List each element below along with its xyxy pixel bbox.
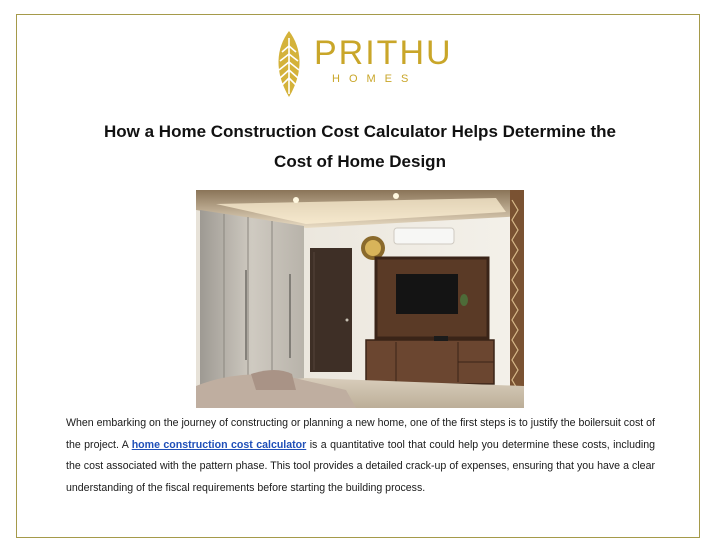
prithu-homes-logo: [270, 30, 470, 102]
title-line-2: Cost of Home Design: [274, 152, 446, 171]
cost-calculator-link[interactable]: home construction cost calculator: [131, 438, 307, 451]
paragraph-text-before-link: When embarking on the journey of constructing or planning a new home, one of the first steps is to justify the boilersuit cost of the project. A: [66, 417, 655, 451]
interior-photo: [196, 190, 524, 408]
intro-paragraph: [66, 413, 655, 499]
title-line-1: How a Home Construction Cost Calculator Helps Determine the: [104, 122, 616, 141]
leaf-logo-icon: [272, 30, 306, 98]
page-title: [60, 117, 660, 177]
brand-name: PRITHU: [314, 34, 453, 72]
brand-subtitle: HOMES: [332, 73, 418, 85]
paragraph-text-after-link: is a quantitative tool that could help you determine these costs, including the cost associated with the pattern phase. This tool provides a detailed crack-up of expenses, ensuring that you have a clear understanding of the fiscal requirements before starting the building process.: [66, 438, 655, 494]
